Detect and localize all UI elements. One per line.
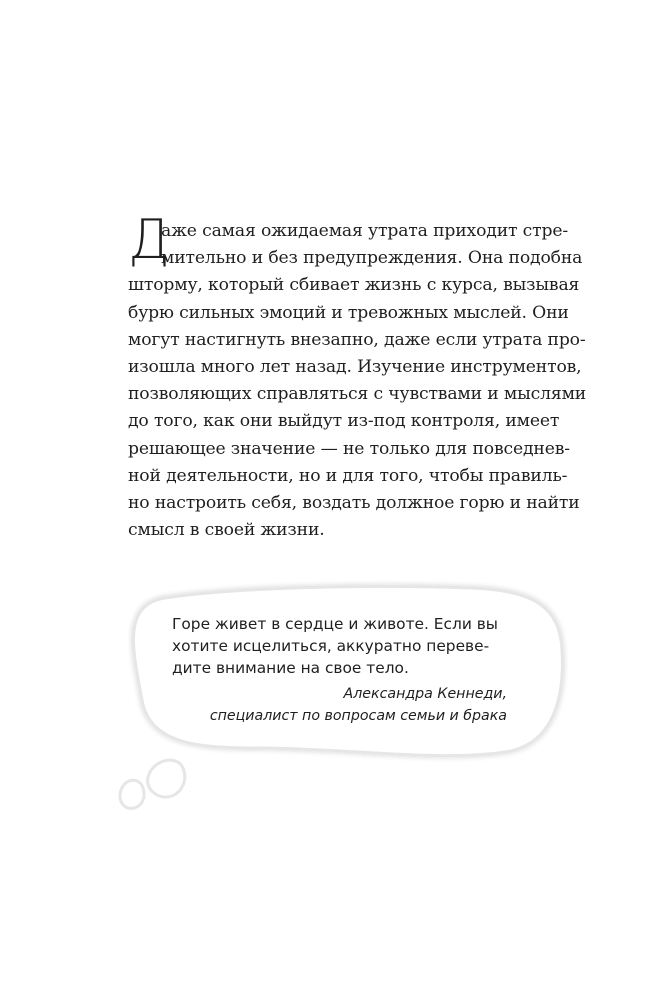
paragraph-line: бурю сильных эмоций и тревожных мыслей. Они bbox=[128, 302, 569, 323]
paragraph-line: до того, как они выйдут из-под контроля, имеет bbox=[128, 411, 560, 432]
paragraph-line: ной деятельности, но и для того, чтобы правиль- bbox=[128, 465, 568, 486]
paragraph-line: позволяющих справляться с чувствами и мыслями bbox=[128, 384, 587, 405]
quote-block bbox=[172, 613, 532, 727]
paragraph-line: решающее значение — не только для повседнев- bbox=[128, 438, 570, 459]
quote-line: дите внимание на свое тело. bbox=[172, 659, 409, 677]
paragraph-line: шторму, который сбивает жизнь с курса, вызывая bbox=[128, 275, 580, 296]
paragraph-line: могут настигнуть внезапно, даже если утрата про- bbox=[128, 329, 586, 350]
quote-line: хотите исцелиться, аккуратно переве- bbox=[172, 637, 490, 655]
quote-author: Александра Кеннеди, bbox=[343, 686, 507, 702]
quote-author-role: специалист по вопросам семьи и брака bbox=[209, 708, 507, 724]
paragraph-line: аже самая ожидаемая утрата приходит стре- bbox=[161, 221, 569, 241]
paragraph-line: смысл в своей жизни. bbox=[128, 520, 325, 541]
paragraph-line: мительно и без предупреждения. Она подобна bbox=[161, 248, 583, 269]
paragraph-line: изошла много лет назад. Изучение инструментов, bbox=[128, 356, 582, 377]
quote-line: Горе живет в сердце и животе. Если вы bbox=[172, 615, 498, 633]
bubble-tail-large bbox=[148, 760, 185, 797]
paragraph-line: но настроить себя, воздать должное горю и найти bbox=[128, 492, 580, 513]
drop-cap: Д bbox=[128, 208, 170, 271]
bubble-tail-small bbox=[120, 780, 144, 808]
